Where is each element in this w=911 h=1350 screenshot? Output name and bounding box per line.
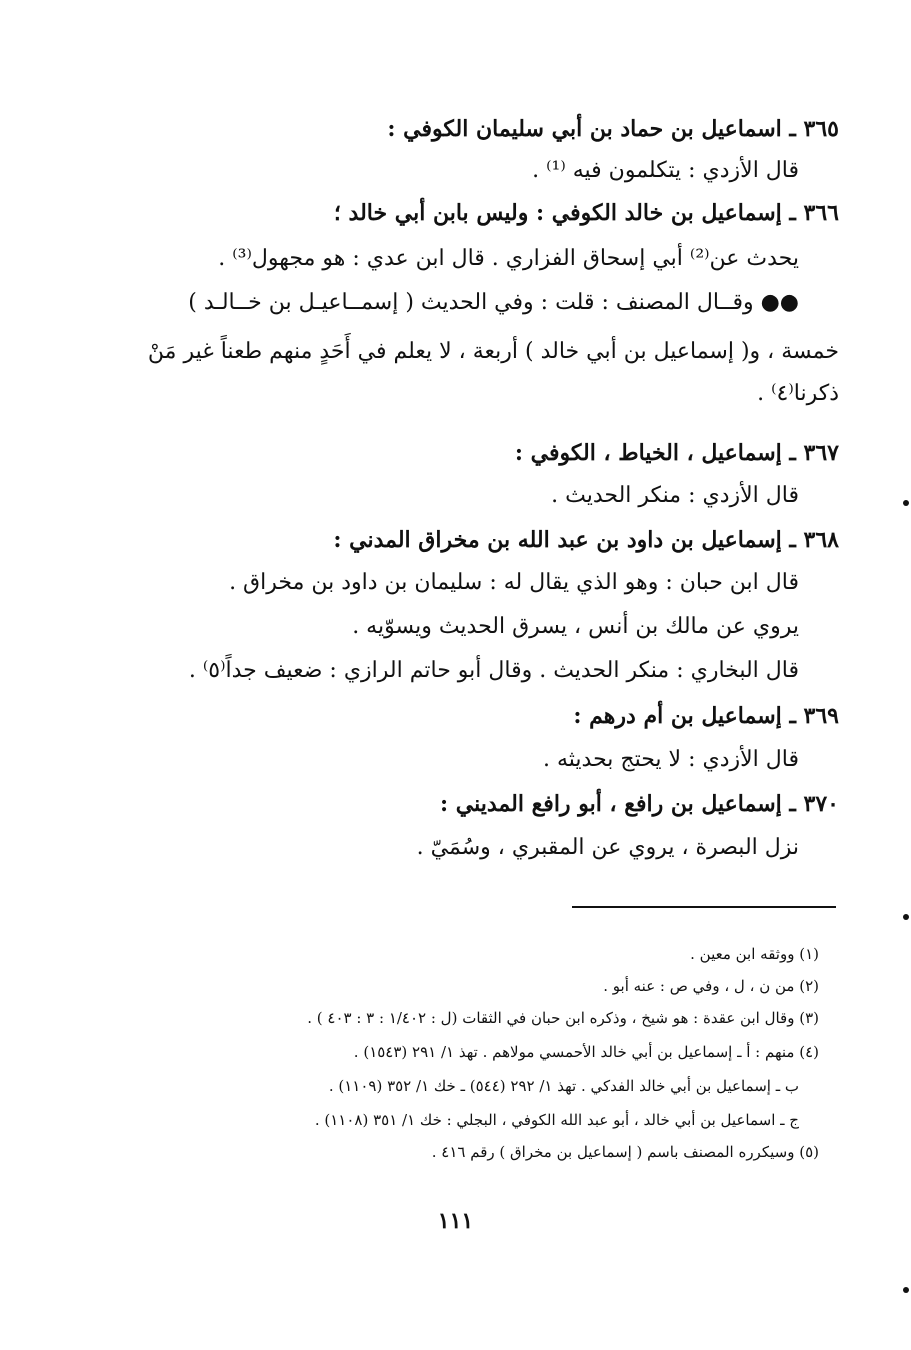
footnote: ب ـ إسماعيل بن أبي خالد الفدكي . تهذ ١/ ٢٩٢ (٥٤٤) ـ خك ١/ ٣٥٢ (١١٠٩) .: [328, 1077, 799, 1095]
entry-heading: ٣٦٦ ـ إسماعيل بن خالد الكوفي : وليس بابن أبي خالد ؛: [333, 200, 839, 226]
footnote: (٣) وقال ابن عقدة : هو شيخ ، وذكره ابن حبان في الثقات (ل : ١/٤٠٢ : ٣ : ٤٠٣ ) .: [307, 1009, 819, 1027]
entry-heading: ٣٦٩ ـ إسماعيل بن أم درهم :: [573, 703, 839, 729]
author-note-line: خمسة ، و( إسماعيل بن أبي خالد ) أربعة ، لا يعلم في أَحَدٍ منهم طعناً غير مَنْ: [147, 339, 839, 364]
entry-text: يحدث عن⁽²⁾ أبي إسحاق الفزاري . قال ابن عدي : هو مجهول⁽³⁾ .: [218, 246, 799, 271]
entry-text: قال الأزدي : يتكلمون فيه ⁽¹⁾ .: [532, 158, 799, 183]
entry-heading: ٣٦٨ ـ إسماعيل بن داود بن عبد الله بن مخراق المدني :: [333, 527, 839, 553]
entry-text: قال الأزدي : لا يحتج بحديثه .: [542, 747, 799, 772]
author-note-line: ●● وقــال المصنف : قلت : وفي الحديث ( إسمــاعيـل بن خــالـد ): [188, 290, 799, 315]
footnote-separator: [572, 906, 836, 908]
entry-text: قال ابن حبان : وهو الذي يقال له : سليمان بن داود بن مخراق .: [229, 570, 799, 595]
footnote: ج ـ اسماعيل بن أبي خالد ، أبو عبد الله الكوفي ، البجلي : خك ١/ ٣٥١ (١١٠٨) .: [314, 1111, 799, 1129]
scan-speck: [903, 1287, 909, 1293]
entry-text: يروي عن مالك بن أنس ، يسرق الحديث ويسوّيه .: [352, 614, 799, 639]
page-number: ١١١: [437, 1208, 474, 1234]
scan-speck: [903, 914, 909, 920]
entry-heading: ٣٧٠ ـ إسماعيل بن رافع ، أبو رافع المديني :: [439, 791, 839, 817]
footnote: (١) ووثقه ابن معين .: [690, 945, 819, 963]
entry-heading: ٣٦٥ ـ اسماعيل بن حماد بن أبي سليمان الكوفي :: [387, 116, 839, 142]
footnote: (٥) وسيكرره المصنف باسم ( إسماعيل بن مخراق ) رقم ٤١٦ .: [431, 1143, 819, 1161]
entry-heading: ٣٦٧ ـ إسماعيل ، الخياط ، الكوفي :: [514, 440, 839, 466]
entry-text: قال الأزدي : منكر الحديث .: [551, 483, 799, 508]
author-note-line: ذكرنا⁽٤⁾ .: [757, 381, 839, 406]
entry-text: قال البخاري : منكر الحديث . وقال أبو حاتم الرازي : ضعيف جداً⁽٥⁾ .: [188, 658, 799, 683]
scan-speck: [903, 500, 909, 506]
entry-text: نزل البصرة ، يروي عن المقبري ، وسُمَيّ .: [416, 835, 799, 860]
footnote: (٤) منهم : أ ـ إسماعيل بن أبي خالد الأحمسي مولاهم . تهذ ١/ ٢٩١ (١٥٤٣) .: [353, 1043, 819, 1061]
footnote: (٢) من ن ، ل ، وفي ص : عنه أبو .: [603, 977, 819, 995]
